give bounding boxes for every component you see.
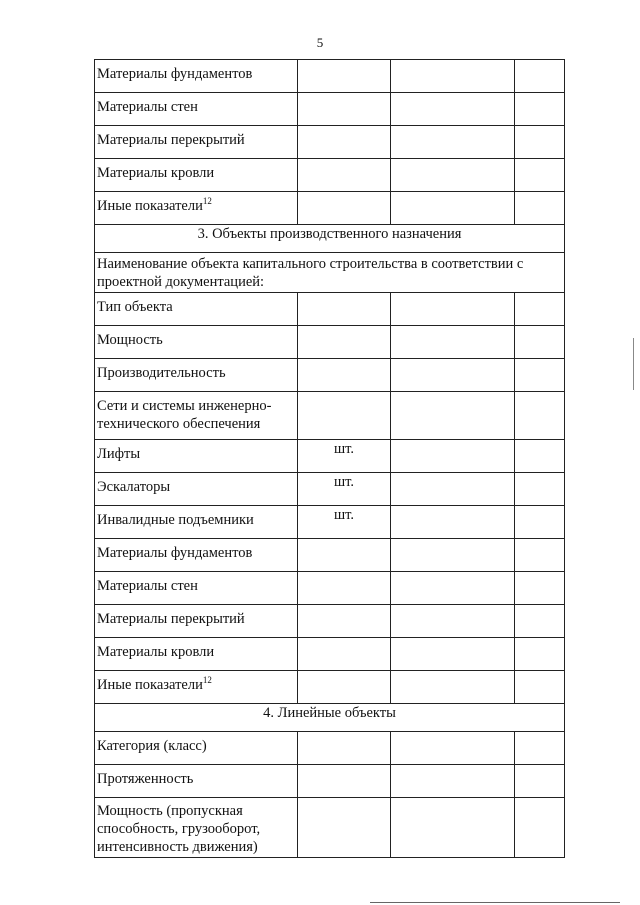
value-cell: [515, 605, 565, 638]
unit-cell: [298, 671, 391, 704]
unit-cell: [298, 359, 391, 392]
value-cell: [515, 440, 565, 473]
unit-cell: шт.: [298, 440, 391, 473]
table-row: [95, 93, 565, 126]
row-label-text: Иные показатели: [97, 198, 203, 214]
row-label: Материалы стен: [95, 93, 298, 126]
table-row: [95, 473, 565, 506]
value-cell: [515, 126, 565, 159]
value-cell: [391, 798, 515, 858]
value-cell: [391, 93, 515, 126]
value-cell: [391, 765, 515, 798]
unit-cell: [298, 605, 391, 638]
value-cell: [515, 473, 565, 506]
row-label: Инвалидные подъемники: [95, 506, 298, 539]
value-cell: [391, 732, 515, 765]
table-row: [95, 671, 565, 704]
unit-cell: [298, 192, 391, 225]
value-cell: [515, 765, 565, 798]
table-row: [95, 359, 565, 392]
row-label: Материалы кровли: [95, 159, 298, 192]
value-cell: [515, 392, 565, 440]
table-row: [95, 798, 565, 858]
unit-cell: [298, 293, 391, 326]
scan-margin-mark: [633, 338, 636, 390]
value-cell: [391, 326, 515, 359]
table-row: [95, 392, 565, 440]
row-label: Производительность: [95, 359, 298, 392]
row-label: Эскалаторы: [95, 473, 298, 506]
table-row: [95, 765, 565, 798]
value-cell: [515, 572, 565, 605]
table-row: [95, 605, 565, 638]
unit-cell: [298, 572, 391, 605]
table-row: [95, 159, 565, 192]
row-label: Материалы перекрытий: [95, 605, 298, 638]
value-cell: [515, 293, 565, 326]
value-cell: [515, 359, 565, 392]
page-number: 5: [316, 35, 324, 50]
table-row: [95, 572, 565, 605]
value-cell: [391, 293, 515, 326]
section-header-row: [95, 225, 565, 253]
table-row: [95, 326, 565, 359]
row-label-text: Иные показатели: [97, 677, 203, 693]
value-cell: [391, 638, 515, 671]
value-cell: [391, 359, 515, 392]
row-label: Материалы перекрытий: [95, 126, 298, 159]
footnote-ref: 12: [202, 675, 212, 686]
unit-cell: [298, 326, 391, 359]
value-cell: [515, 539, 565, 572]
value-cell: [515, 159, 565, 192]
value-cell: [391, 572, 515, 605]
value-cell: [391, 473, 515, 506]
unit-cell: [298, 93, 391, 126]
value-cell: [391, 605, 515, 638]
table-row: [95, 293, 565, 326]
form-table: [94, 59, 565, 858]
row-label: [95, 671, 298, 704]
unit-cell: [298, 638, 391, 671]
table-row: [95, 192, 565, 225]
unit-cell: [298, 798, 391, 858]
section-title: 4. Линейные объекты: [95, 704, 565, 732]
row-label: Сети и системы инженерно-технического обеспечения: [95, 392, 298, 440]
value-cell: [391, 392, 515, 440]
footnote-ref: 12: [202, 196, 212, 207]
value-cell: [391, 506, 515, 539]
value-cell: [515, 326, 565, 359]
table-row: [95, 638, 565, 671]
unit-cell: [298, 392, 391, 440]
value-cell: [391, 539, 515, 572]
unit-cell: [298, 126, 391, 159]
value-cell: [391, 440, 515, 473]
unit-cell: [298, 539, 391, 572]
value-cell: [515, 671, 565, 704]
row-label: Тип объекта: [95, 293, 298, 326]
row-label: Материалы кровли: [95, 638, 298, 671]
unit-cell: [298, 159, 391, 192]
value-cell: [515, 798, 565, 858]
row-label: Мощность: [95, 326, 298, 359]
value-cell: [391, 126, 515, 159]
value-cell: [391, 60, 515, 93]
row-label: Протяженность: [95, 765, 298, 798]
value-cell: [515, 60, 565, 93]
unit-cell: [298, 765, 391, 798]
value-cell: [515, 732, 565, 765]
value-cell: [515, 638, 565, 671]
value-cell: [515, 506, 565, 539]
row-label: Материалы фундаментов: [95, 539, 298, 572]
value-cell: [391, 671, 515, 704]
table-row: [95, 440, 565, 473]
name-row: [95, 253, 565, 293]
value-cell: [515, 192, 565, 225]
row-label: [95, 192, 298, 225]
section-title: 3. Объекты производственного назначения: [95, 225, 565, 253]
footer-rule: [370, 902, 620, 903]
section-header-row: [95, 704, 565, 732]
unit-cell: [298, 732, 391, 765]
table-row: [95, 539, 565, 572]
table-row: [95, 732, 565, 765]
object-name-label: Наименование объекта капитального строительства в соответствии с проектной документацией:: [95, 253, 565, 293]
unit-cell: [298, 60, 391, 93]
table-row: [95, 506, 565, 539]
value-cell: [391, 159, 515, 192]
row-label: Категория (класс): [95, 732, 298, 765]
row-label: Материалы стен: [95, 572, 298, 605]
row-label: Мощность (пропускная способность, грузооборот, интенсивность движения): [95, 798, 298, 858]
table-row: [95, 126, 565, 159]
value-cell: [391, 192, 515, 225]
value-cell: [515, 93, 565, 126]
table-row: [95, 60, 565, 93]
row-label: Лифты: [95, 440, 298, 473]
unit-cell: шт.: [298, 506, 391, 539]
row-label: Материалы фундаментов: [95, 60, 298, 93]
unit-cell: шт.: [298, 473, 391, 506]
